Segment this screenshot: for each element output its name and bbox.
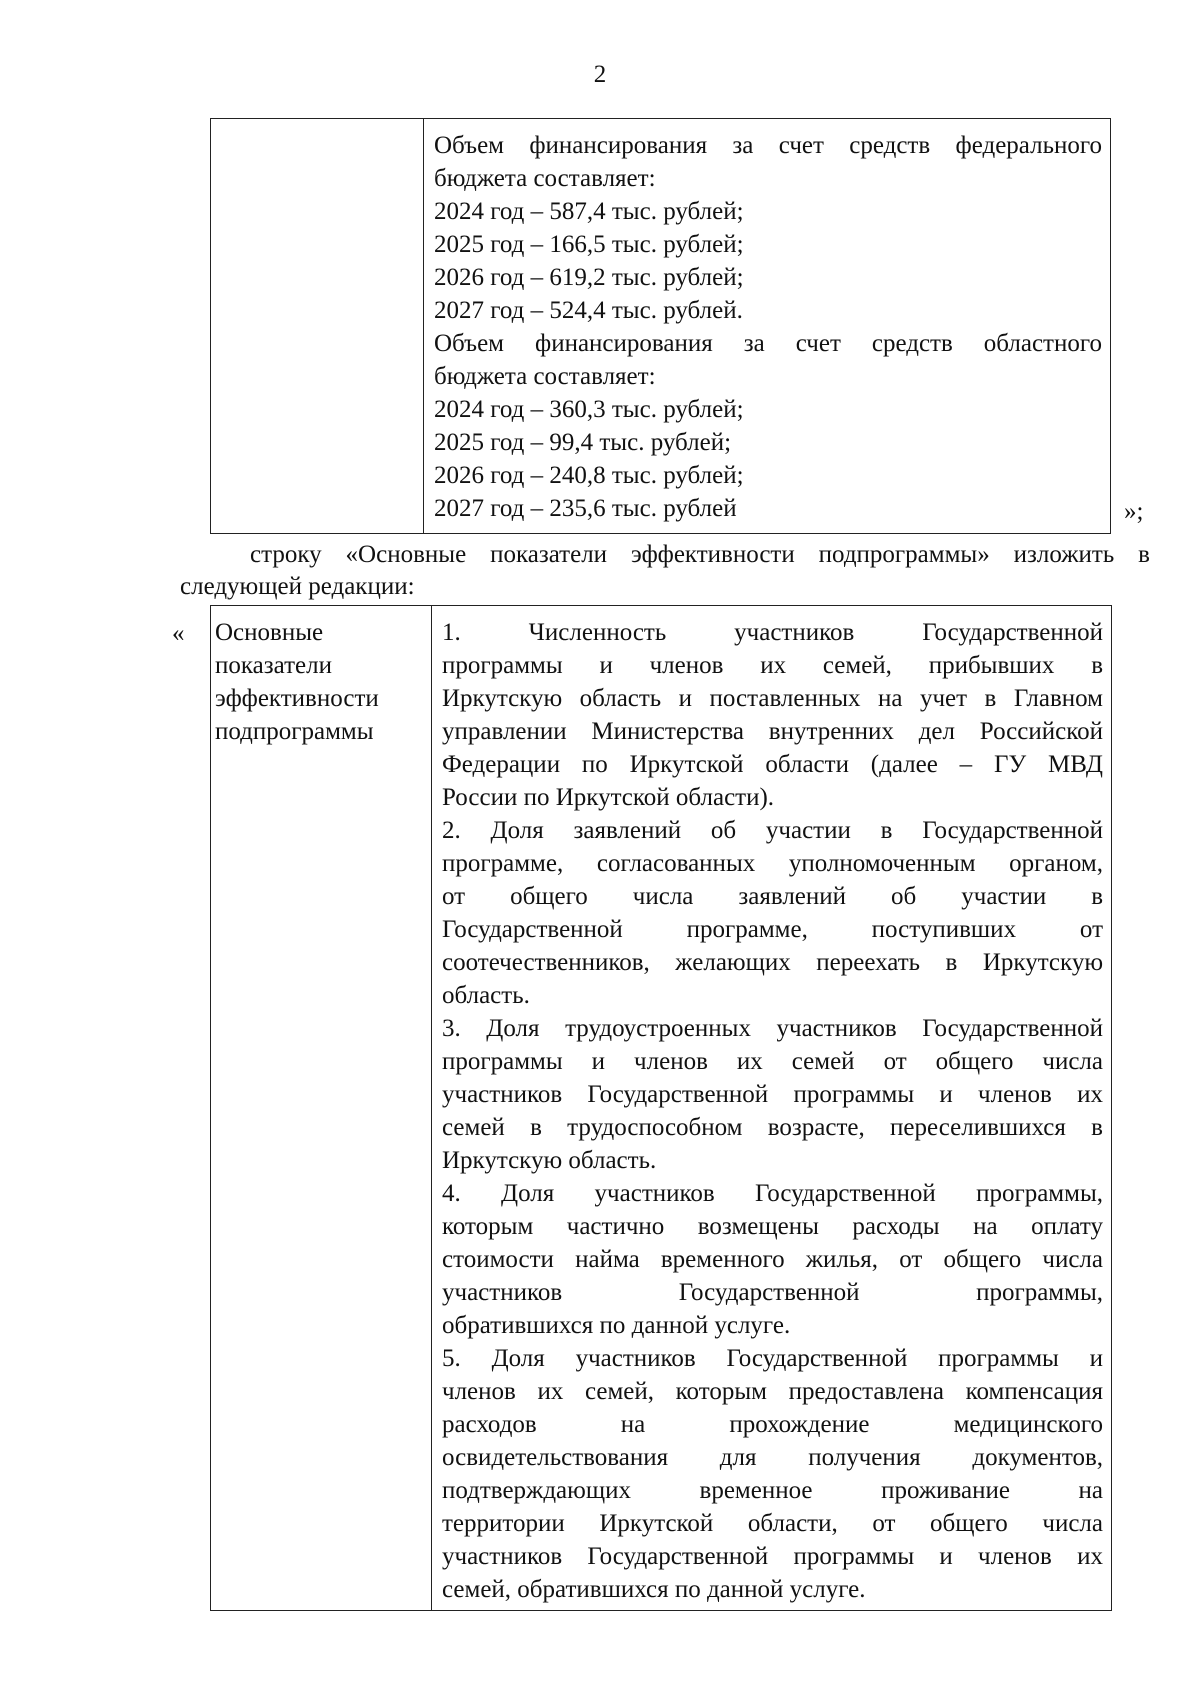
indicator-line: от общего числа заявлений об участии в	[442, 883, 1103, 910]
indicator-line: программы и членов их семей, прибывших в	[442, 652, 1103, 679]
indicators-label-cell	[211, 606, 432, 1611]
funding-line: бюджета составляет:	[434, 165, 656, 192]
indicators-table	[210, 605, 1112, 1611]
funding-line: 2025 год – 99,4 тыс. рублей;	[434, 429, 732, 456]
indicators-label-line: подпрограммы	[215, 718, 374, 745]
indicator-line: Федерации по Иркутской области (далее – ГУ МВД	[442, 751, 1103, 778]
funding-line: 2024 год – 587,4 тыс. рублей;	[434, 198, 744, 225]
indicator-line: 5. Доля участников Государственной программы и	[442, 1345, 1103, 1372]
indicator-line: Государственной программе, поступивших от	[442, 916, 1103, 943]
indicator-line: стоимости найма временного жилья, от общего числа	[442, 1246, 1103, 1273]
indicator-line: участников Государственной программы,	[442, 1279, 1103, 1306]
funding-line: 2025 год – 166,5 тыс. рублей;	[434, 231, 744, 258]
opening-quote: «	[172, 620, 185, 647]
indicator-line: подтверждающих временное проживание на	[442, 1477, 1103, 1504]
funding-line: 2027 год – 524,4 тыс. рублей.	[434, 297, 743, 324]
indicators-label-line: Основные	[215, 619, 324, 646]
indicator-line: Иркутскую область и поставленных на учет в Главном	[442, 685, 1103, 712]
indicator-line: которым частично возмещены расходы на оплату	[442, 1213, 1103, 1240]
indicator-line: 4. Доля участников Государственной программы,	[442, 1180, 1103, 1207]
indicator-line: участников Государственной программы и членов их	[442, 1081, 1103, 1108]
indicators-content-cell	[432, 606, 1112, 1611]
indicator-line: программе, согласованных уполномоченным органом,	[442, 850, 1103, 877]
indicator-line: управлении Министерства внутренних дел Российской	[442, 718, 1103, 745]
page-number: 2	[593, 61, 607, 88]
indicator-line: область.	[442, 982, 530, 1009]
indicator-line: освидетельствования для получения документов,	[442, 1444, 1103, 1471]
indicator-line: семей в трудоспособном возрасте, переселившихся в	[442, 1114, 1103, 1141]
indicators-label-line: показатели	[215, 652, 332, 679]
indicator-line: членов их семей, которым предоставлена компенсация	[442, 1378, 1103, 1405]
funding-line: Объем финансирования за счет средств федерального	[434, 132, 1102, 159]
closing-quote: »;	[1124, 498, 1144, 525]
indicator-line: соотечественников, желающих переехать в Иркутскую	[442, 949, 1103, 976]
funding-line: 2026 год – 240,8 тыс. рублей;	[434, 462, 744, 489]
indicator-line: программы и членов их семей от общего числа	[442, 1048, 1103, 1075]
funding-table-empty-cell	[211, 119, 424, 534]
funding-table-content-cell	[424, 119, 1111, 534]
instruction-line: строку «Основные показатели эффективности подпрограммы» изложить в	[250, 541, 1150, 568]
indicator-line: 2. Доля заявлений об участии в Государственной	[442, 817, 1103, 844]
indicator-line: семей, обратившихся по данной услуге.	[442, 1576, 866, 1603]
indicator-line: расходов на прохождение медицинского	[442, 1411, 1103, 1438]
funding-line: Объем финансирования за счет средств областного	[434, 330, 1102, 357]
instruction-line: следующей редакции:	[180, 573, 415, 600]
indicator-line: Иркутскую область.	[442, 1147, 657, 1174]
indicator-line: участников Государственной программы и членов их	[442, 1543, 1103, 1570]
funding-line: 2027 год – 235,6 тыс. рублей	[434, 495, 737, 522]
funding-line: бюджета составляет:	[434, 363, 656, 390]
indicator-line: 1. Численность участников Государственной	[442, 619, 1103, 646]
funding-line: 2024 год – 360,3 тыс. рублей;	[434, 396, 744, 423]
indicator-line: 3. Доля трудоустроенных участников Государственной	[442, 1015, 1103, 1042]
indicator-line: территории Иркутской области, от общего числа	[442, 1510, 1103, 1537]
funding-line: 2026 год – 619,2 тыс. рублей;	[434, 264, 744, 291]
indicator-line: обратившихся по данной услуге.	[442, 1312, 791, 1339]
indicators-label-line: эффективности	[215, 685, 379, 712]
indicator-line: России по Иркутской области).	[442, 784, 775, 811]
funding-table	[210, 118, 1111, 534]
